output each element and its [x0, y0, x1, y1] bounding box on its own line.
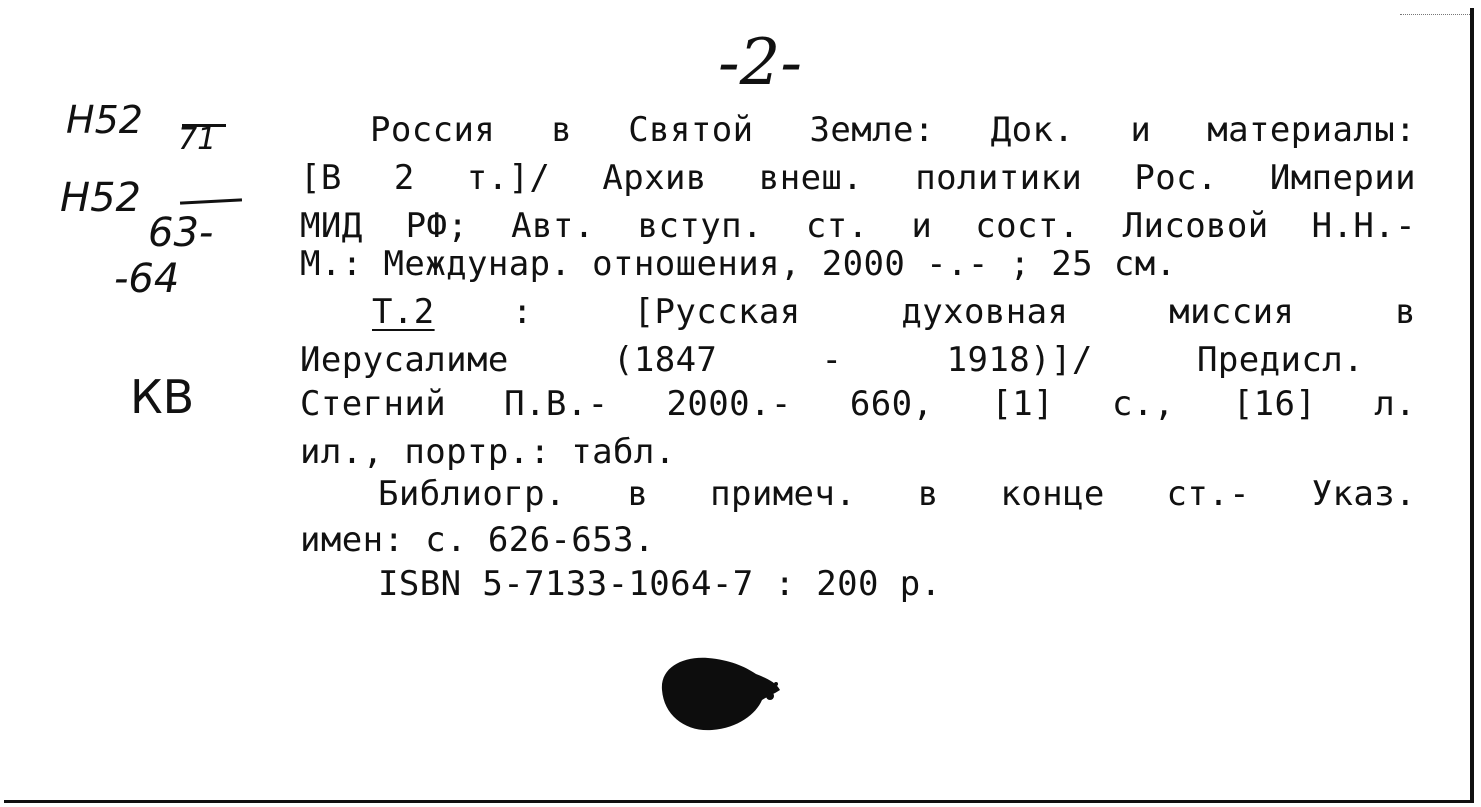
shelf-mark-2-denominator-a: 63- — [148, 210, 214, 256]
record-line-notes: Библиогр. в примеч. в конце ст.- Указ. — [378, 474, 1416, 514]
record-line-2: [В 2 т.]/ Архив внеш. политики Рос. Империи — [300, 158, 1416, 198]
shelf-mark-1-denominator: 71 — [178, 122, 217, 157]
shelf-mark-2-fraction-bar — [180, 198, 242, 204]
record-line-4: М.: Междунар. отношения, 2000 -.- ; 25 см. — [300, 244, 1177, 284]
record-line-isbn: ISBN 5-7133-1064-7 : 200 р. — [378, 564, 942, 604]
record-line-3: МИД РФ; Авт. вступ. ст. и сост. Лисовой Н.Н.- — [300, 206, 1416, 246]
record-line-6: Иерусалиме (1847 - 1918)]/ Предисл. — [300, 340, 1364, 380]
shelf-mark-1-number: Н52 — [66, 98, 143, 142]
record-line-title — [370, 107, 1416, 153]
shelf-mark-2-number: Н52 — [60, 175, 141, 221]
location-mark: КВ — [130, 370, 195, 424]
record-line-7: Стегний П.В.- 2000.- 660, [1] с., [16] л. — [300, 384, 1416, 424]
record-line-10: имен: с. 626-653. — [300, 520, 655, 560]
record-line-8: ил., портр.: табл. — [300, 432, 676, 472]
card-edge-top — [1400, 14, 1470, 16]
shelf-mark-2-denominator-b: -64 — [114, 256, 180, 302]
record-line-volume-title: : [Русская духовная миссия в — [512, 292, 1416, 332]
card-edge-right — [1470, 8, 1474, 803]
volume-label: Т.2 — [372, 292, 435, 332]
card-edge-bottom — [4, 800, 1474, 803]
ink-blot — [652, 652, 784, 734]
handwritten-page-number: -2- — [718, 26, 802, 100]
record-text-line: Россия в Святой Земле: Док. и материалы: — [370, 110, 1416, 150]
